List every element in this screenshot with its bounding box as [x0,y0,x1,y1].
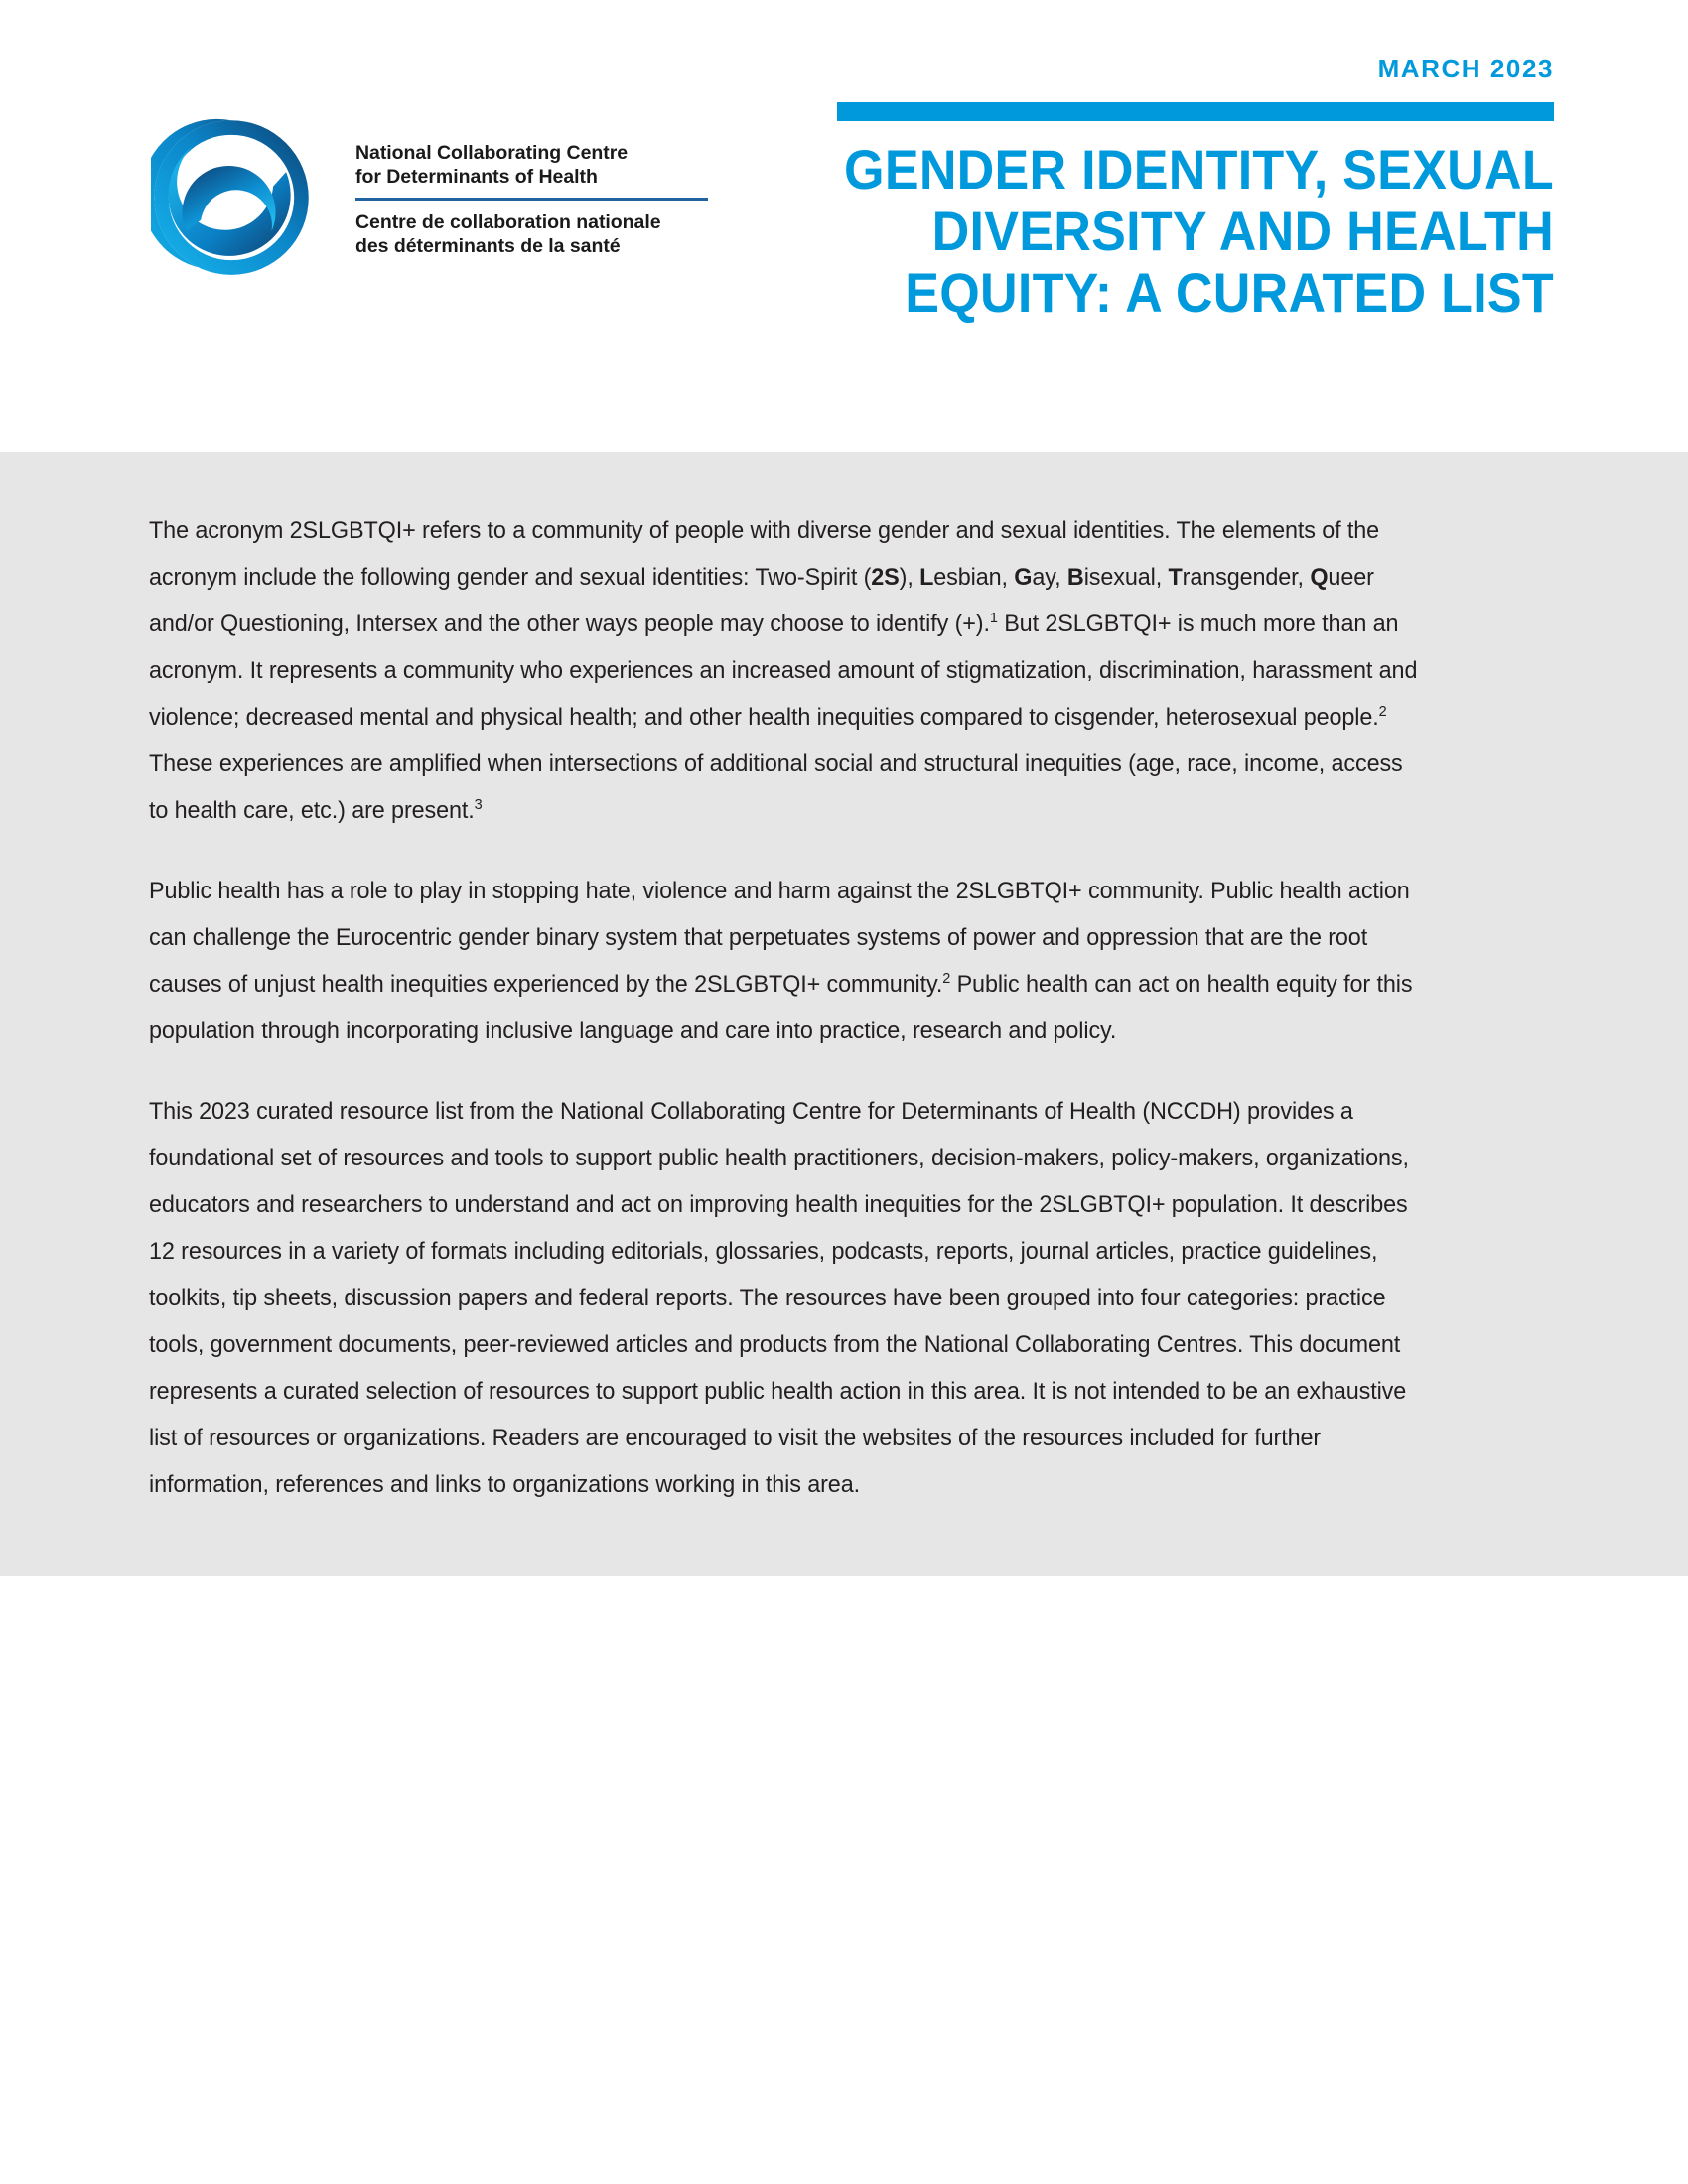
organization-logo-block [151,117,661,278]
title-line-3: EQUITY: A CURATED LIST [905,261,1554,324]
footnote-marker: 2 [942,969,951,987]
paragraph-3: This 2023 curated resource list from the National Collaborating Centre for Determinants of Health (NCCDH) provides a foundational set of resources and tools to support public health practitioners, decision-makers, policy-makers, organizations, educators and researchers to understand and act on improving health inequities for the 2SLGBTQI+ population. It describes 12 resources in a variety of formats including editorials, glossaries, podcasts, reports, journal articles, practice guidelines, toolkits, tip sheets, discussion papers and federal reports. The resources have been grouped into four categories: practice tools, government documents, peer-reviewed articles and products from the National Collaborating Centres. This document represents a curated selection of resources to support public health action in this area. It is not intended to be an exhaustive list of resources or organizations. Readers are encouraged to visit the websites of the resources included for further information, references and links to organizations working in this area. [149,1098,1416,1498]
footnote-marker: 2 [1378,702,1387,720]
title-accent-rule [837,102,1554,121]
paragraph-2: Public health has a role to play in stopping hate, violence and harm against the 2SLGBTQI+ community. Public health action can challenge the Eurocentric gender binary system that perpetuates systems of power and oppression that are the root causes of unjust health inequities experienced by the 2SLGBTQI+ community.$^2$ Public health can act on health equity for this population through incorporating inclusive language and care into practice, research and policy. [149,878,1419,1044]
org-name-en-line-1: National Collaborating Centre [355,142,629,164]
org-name-en-line-2: for Determinants of Health [355,166,598,188]
footnote-marker: 3 [474,795,483,813]
footnote-marker: 1 [989,609,998,626]
org-name-fr-line-2: des déterminants de la santé [355,235,621,257]
document-title [756,139,1554,324]
publication-date: MARCH 2023 [1377,54,1554,83]
emphasis-letter: Q [1310,564,1329,591]
intro-body-panel [0,452,1688,1576]
logo-language-divider [355,198,708,201]
document-header [0,0,1688,452]
emphasis-letter: 2S [871,564,900,591]
intro-paragraphs [149,507,1484,1508]
emphasis-letter: B [1066,564,1084,591]
emphasis-letter: G [1014,564,1033,591]
paragraph-1: The acronym 2SLGBTQI+ refers to a community of people with diverse gender and sexual identities. The elements of the acronym include the following gender and sexual identities: Two-Spirit (2S), Lesbian, Gay, Bisexual, Transgender, Queer and/or Questioning, Intersex and the other ways people may choose to identify (+).$^1$ But 2SLGBTQI+ is much more than an acronym. It represents a community who experiences an increased amount of stigmatization, discrimination, harassment and violence; decreased mental and physical health; and other health inequities compared to cisgender, heterosexual people.$^2$ These experiences are amplified when intersections of additional social and structural inequities (age, race, income, access to health care, etc.) are present.$^3$ [149,517,1424,824]
organization-name-block [355,141,713,258]
title-line-1: GENDER IDENTITY, SEXUAL [844,138,1554,201]
org-name-fr-line-1: Centre de collaboration nationale [355,211,661,233]
title-line-2: DIVERSITY AND HEALTH [931,200,1554,262]
emphasis-letter: T [1168,564,1183,591]
emphasis-letter: L [919,564,934,591]
page-footer-whitespace [0,1576,1688,2184]
ncc-spiral-logo-icon [151,117,312,278]
